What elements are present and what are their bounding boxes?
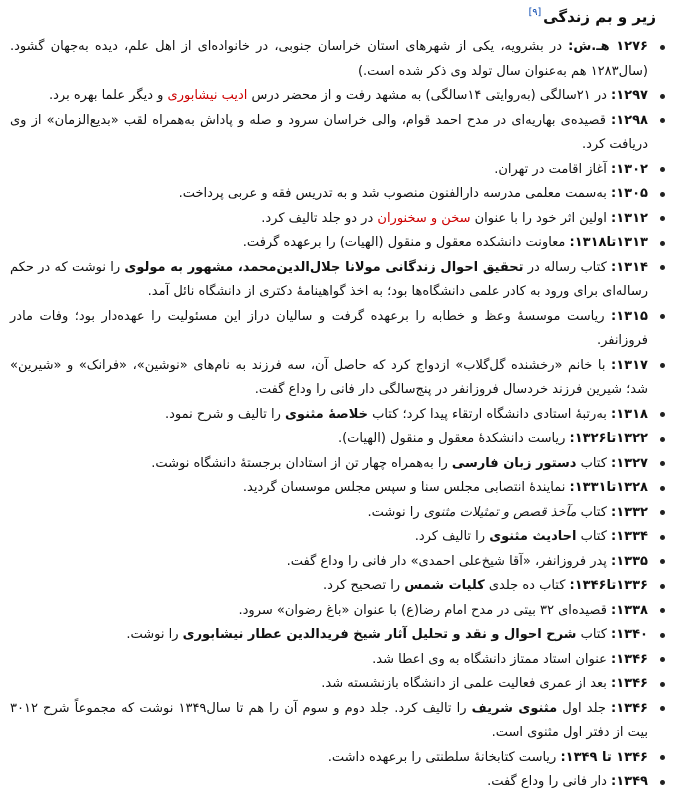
timeline-list xyxy=(8,35,671,795)
item-text: قصیده‌ی بهاریه‌ای در مدح احمد قوام، والی خراسان سرود و صله و پاداش به‌همراه لقب «بدیع‌الزمان» از وی دریافت کرد. xyxy=(10,112,648,152)
item-text: و دیگر علما بهره برد. xyxy=(49,88,168,103)
item-text: ریاست کتابخانهٔ سلطنتی را برعهده داشت. xyxy=(327,749,561,765)
timeline-item xyxy=(10,501,648,526)
timeline-item xyxy=(10,427,648,452)
item-text: اولین اثر خود را با عنوان xyxy=(470,210,612,226)
date-label: ۱۳۱۳تا۱۳۱۸: xyxy=(569,235,648,250)
item-text: در ۲۱سالگی (به‌روایتی ۱۴سالگی) به مشهد رفت و از محضر درس xyxy=(247,88,612,103)
timeline-item xyxy=(10,403,648,428)
item-text: را تصحیح کرد. xyxy=(323,578,405,593)
date-label: ۱۳۴۶: xyxy=(611,700,648,716)
reference-link[interactable]: [۹] xyxy=(528,7,542,18)
item-text: عنوان استاد ممتاز دانشگاه به وی اعطا شد. xyxy=(372,651,612,667)
bold-title: کلیات شمس xyxy=(404,578,485,593)
item-text: آغاز اقامت در تهران. xyxy=(494,161,612,177)
timeline-item xyxy=(10,109,648,158)
date-label: ۱۳۱۲: xyxy=(611,210,648,226)
item-text: را تالیف و شرح نمود. xyxy=(165,406,285,422)
item-text: کتاب ده جلدی xyxy=(484,578,570,593)
timeline-item xyxy=(10,599,648,624)
item-text: با خانم «رخشنده گل‌گلاب» ازدواج کرد که حاصل آن، سه فرزند به نام‌های «نوشین»، «فرانک» و «شیرین» شد؛ شیرین فرزند خردسال فروزانفر در پنج‌سالگی دار فانی را وداع گفت. xyxy=(10,357,648,397)
timeline-item xyxy=(10,231,648,256)
item-text: را نوشت که در حکم رساله‌ای برای ورود به کادر علمی دانشگاه‌ها بود؛ به اخذ گواهینامهٔ دکتری از دانشگاه نائل آمد. xyxy=(10,259,648,299)
date-label: ۱۳۱۸: xyxy=(611,406,648,422)
item-text: ریاست موسسهٔ وعظ و خطابه را برعهده گرفت و سالیان دراز این مسئولیت را عهده‌دار بود؛ وفات مادر فروزانفر. xyxy=(10,308,648,348)
date-label: ۱۲۷۶ هـ.ش: xyxy=(568,39,648,54)
timeline-item xyxy=(10,672,648,697)
date-label: ۱۳۴۶: xyxy=(611,651,648,667)
date-label: ۱۳۲۷: xyxy=(611,455,648,471)
item-text: را نوشت. xyxy=(367,504,424,520)
item-text: کتاب xyxy=(576,627,612,642)
timeline-item xyxy=(10,746,648,771)
timeline-item xyxy=(10,525,648,550)
date-label: ۱۳۳۲: xyxy=(611,504,648,520)
red-link[interactable]: ادیب نیشابوری xyxy=(167,88,248,103)
item-text: به‌سمت معلمی مدرسه دارالفنون منصوب شد و به تدریس فقه و عربی پرداخت. xyxy=(178,186,612,201)
date-label: ۱۳۴۰: xyxy=(611,627,648,642)
item-text: به‌رتبهٔ استادی دانشگاه ارتقاء پیدا کرد؛ کتاب xyxy=(367,406,612,422)
date-label: ۱۲۹۸: xyxy=(611,112,648,128)
date-label: ۱۳۳۴: xyxy=(611,529,648,544)
date-label: ۱۳۳۵: xyxy=(611,553,648,569)
item-text: معاونت دانشکده معقول و منقول (الهیات) را برعهده گرفت. xyxy=(242,235,570,250)
date-label: ۱۳۴۶ تا ۱۳۴۹: xyxy=(560,749,648,765)
red-link[interactable]: سخن و سخنوران xyxy=(377,210,471,226)
timeline-item xyxy=(10,550,648,575)
date-label: ۱۳۱۷: xyxy=(611,357,648,373)
date-label: ۱۳۰۲: xyxy=(611,161,648,177)
item-text: را تالیف کرد. xyxy=(414,529,490,544)
timeline-item xyxy=(10,697,648,746)
timeline-item xyxy=(10,770,648,795)
timeline-item xyxy=(10,574,648,599)
date-label: ۱۳۳۸: xyxy=(611,602,648,618)
date-label: ۱۳۱۵: xyxy=(611,308,648,324)
date-label: ۱۳۲۸تا۱۳۳۱: xyxy=(569,480,648,495)
item-text: قصیده‌ای ۳۲ بیتی در مدح امام رضا(ع) با عنوان «باغ رضوان» سرود. xyxy=(238,602,612,618)
item-text: بعد از عمری فعالیت علمی از دانشگاه بازنشسته شد. xyxy=(321,676,612,691)
item-text: کتاب xyxy=(576,455,612,471)
item-text: نمایندهٔ انتصابی مجلس سنا و سپس مجلس موسسان گردید. xyxy=(242,480,570,495)
timeline-item xyxy=(10,354,648,403)
date-label: ۱۲۹۷: xyxy=(611,88,648,103)
bold-title: خلاصهٔ مثنوی xyxy=(285,406,368,422)
item-text: را به‌همراه چهار تن از استادان برجستهٔ دانشگاه نوشت. xyxy=(151,455,452,471)
timeline-item xyxy=(10,476,648,501)
bold-title: دستور زبان فارسی xyxy=(451,455,577,471)
item-text: را تالیف کرد. جلد دوم و سوم آن را هم تا سال۱۳۴۹ نوشت که مجموعاً شرح ۳۰۱۲ بیت از دفتر اول مثنوی است. xyxy=(10,700,648,740)
item-text: پدر فروزانفر، «آقا شیخ‌علی احمدی» دار فانی را وداع گفت. xyxy=(286,553,612,569)
timeline-item xyxy=(10,158,648,183)
timeline-item xyxy=(10,623,648,648)
item-text: در بشرویه، یکی از شهرهای استان خراسان جنوبی، در خانواده‌ای از اهل علم، دیده به‌جهان گشود. (سال۱۲۸۳ هم به‌عنوان سال تولد وی ذکر شده است.) xyxy=(10,39,648,79)
item-text: ریاست دانشکدهٔ معقول و منقول (الهیات). xyxy=(337,431,570,446)
section-heading-text: زیر و بم زندگی xyxy=(543,8,656,26)
timeline-item xyxy=(10,648,648,673)
item-text: کتاب رساله در xyxy=(523,259,612,275)
bold-title: تحقیق احوال زندگانی مولانا جلال‌الدین‌محمد، مشهور به مولوی xyxy=(124,259,524,275)
date-label: ۱۳۴۶: xyxy=(611,676,648,691)
bold-title: شرح احوال و نقد و تحلیل آثار شیخ فریدالدین عطار نیشابوری xyxy=(182,627,577,642)
item-text: جلد اول xyxy=(557,700,612,716)
timeline-item xyxy=(10,35,648,84)
item-text: کتاب xyxy=(576,529,612,544)
item-text: را نوشت. xyxy=(126,627,183,642)
timeline-item xyxy=(10,452,648,477)
item-text: کتاب xyxy=(576,504,612,520)
date-label: ۱۳۱۴: xyxy=(611,259,648,275)
timeline-item xyxy=(10,305,648,354)
timeline-item xyxy=(10,182,648,207)
date-label: ۱۳۲۲تا۱۳۲۶: xyxy=(569,431,648,446)
date-label: ۱۳۴۹: xyxy=(611,774,648,789)
date-label: ۱۳۳۶تا۱۳۴۶: xyxy=(569,578,648,593)
bold-title: مثنوی شریف xyxy=(471,700,558,716)
timeline-item xyxy=(10,84,648,109)
item-text: دار فانی را وداع گفت. xyxy=(487,774,612,789)
item-text: در دو جلد تالیف کرد. xyxy=(261,210,378,226)
italic-title: مآخذ قصص و تمثیلات مثنوی xyxy=(423,504,577,520)
date-label: ۱۳۰۵: xyxy=(611,186,648,201)
bold-title: احادیث مثنوی xyxy=(489,529,577,544)
timeline-item xyxy=(10,207,648,232)
timeline-item xyxy=(10,256,648,305)
section-heading xyxy=(8,4,656,30)
